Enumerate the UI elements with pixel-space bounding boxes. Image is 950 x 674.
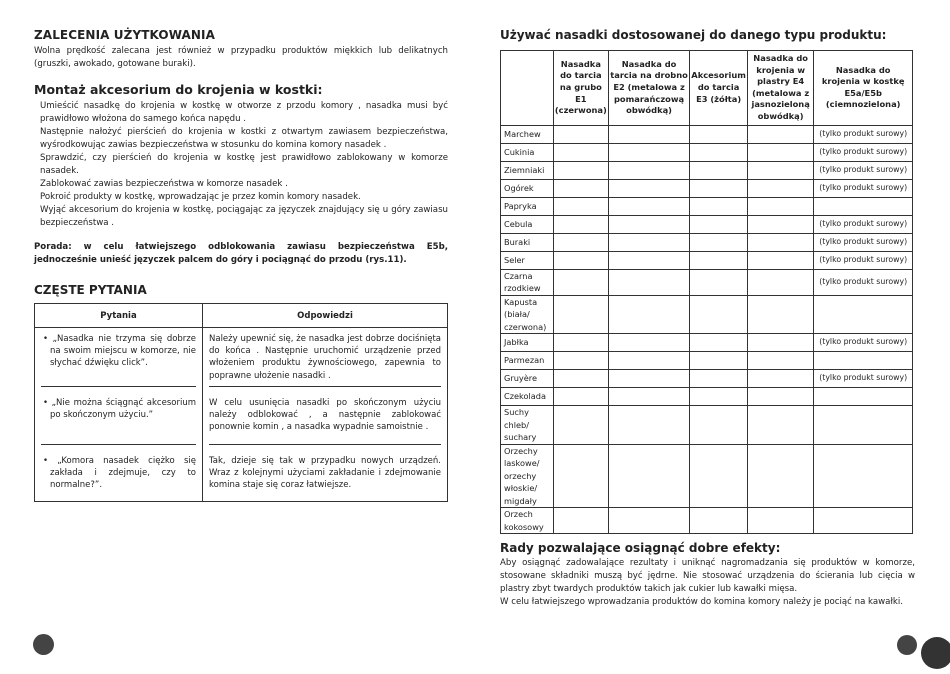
table-cell bbox=[553, 125, 608, 143]
product-name: Seler bbox=[501, 251, 554, 269]
table-cell bbox=[747, 444, 813, 508]
faq-answer: W celu usunięcia nasadki po skończonym użyciu należy odblokować , a następnie zablokować ponownie komin , a nasadka wypadnie samoistnie . bbox=[209, 397, 441, 433]
faq-question: • „Nie można ściągnąć akcesorium po skończonym użyciu.” bbox=[43, 397, 196, 421]
table-cell bbox=[690, 215, 748, 233]
product-name: Papryka bbox=[501, 197, 554, 215]
table-cell bbox=[747, 233, 813, 251]
table-cell bbox=[608, 161, 689, 179]
faq-row bbox=[35, 392, 448, 440]
table-row bbox=[501, 388, 913, 406]
table-cell bbox=[747, 143, 813, 161]
table-cell bbox=[747, 179, 813, 197]
attachments-table bbox=[500, 50, 913, 534]
dicing-note bbox=[814, 444, 913, 508]
table-cell bbox=[608, 406, 689, 445]
product-name: Jabłka bbox=[501, 334, 554, 352]
table-cell bbox=[747, 406, 813, 445]
tips-text-1: Aby osiągnąć zadowalające rezultaty i uniknąć nagromadzania się produktów w komorze, stosowane składniki muszą być jędrne. Nie stosować urządzenia do ścierania lub cięcia w plastry zbyt twardych produktów takich jak cukier lub kawałki mięsa. bbox=[500, 558, 915, 595]
table-cell bbox=[690, 125, 748, 143]
table-row bbox=[501, 179, 913, 197]
table-cell bbox=[608, 269, 689, 295]
table-cell bbox=[553, 334, 608, 352]
dicing-step: Pokroić produkty w kostkę, wprowadzając je przez komin komory nasadek. bbox=[40, 192, 361, 202]
table-header: Nasadka do krojenia w kostkę E5a/E5b (ciemnozielona) bbox=[814, 51, 913, 126]
table-cell bbox=[690, 370, 748, 388]
table-cell bbox=[690, 197, 748, 215]
table-cell bbox=[608, 508, 689, 534]
table-cell bbox=[690, 161, 748, 179]
table-row bbox=[501, 508, 913, 534]
table-cell bbox=[690, 143, 748, 161]
table-cell bbox=[553, 197, 608, 215]
page-marker-right bbox=[897, 635, 917, 655]
attachments-title: Używać nasadki dostosowanej do danego typu produktu: bbox=[500, 28, 887, 42]
dicing-step: Następnie nałożyć pierścień do krojenia w kostki z otwartym zawiasem bezpieczeństwa, wyśrodkowując zawias bezpieczeństwa w stosunku do komina komory nasadek . bbox=[40, 127, 448, 150]
table-row bbox=[501, 269, 913, 295]
table-cell bbox=[553, 269, 608, 295]
faq-header-answers: Odpowiedzi bbox=[203, 304, 448, 328]
dicing-step: Zablokować zawias bezpieczeństwa w komorze nasadek . bbox=[40, 179, 288, 189]
tips-title: Rady pozwalające osiągnąć dobre efekty: bbox=[500, 541, 781, 556]
table-cell bbox=[690, 406, 748, 445]
faq-header-questions: Pytania bbox=[35, 304, 203, 328]
right-page bbox=[500, 28, 915, 609]
product-name: Gruyère bbox=[501, 370, 554, 388]
tip-text: Porada: w celu łatwiejszego odblokowania zawiasu bezpieczeństwa E5b, jednocześnie unieść języczek palcem do góry i pociągnąć do przodu (rys.11). bbox=[34, 242, 448, 265]
dicing-note: (tylko produkt surowy) bbox=[814, 233, 913, 251]
table-cell bbox=[747, 508, 813, 534]
table-cell bbox=[608, 233, 689, 251]
table-cell bbox=[553, 444, 608, 508]
faq-title: CZĘSTE PYTANIA bbox=[34, 283, 147, 297]
table-cell bbox=[553, 179, 608, 197]
faq-row bbox=[35, 328, 448, 382]
dicing-note bbox=[814, 295, 913, 334]
table-cell bbox=[690, 444, 748, 508]
table-cell bbox=[608, 179, 689, 197]
table-cell bbox=[553, 143, 608, 161]
table-cell bbox=[553, 508, 608, 534]
table-cell bbox=[690, 295, 748, 334]
table-cell bbox=[747, 295, 813, 334]
page-marker-left bbox=[33, 634, 54, 655]
table-cell bbox=[553, 251, 608, 269]
table-cell bbox=[747, 251, 813, 269]
table-cell bbox=[690, 269, 748, 295]
table-row bbox=[501, 352, 913, 370]
dicing-note: (tylko produkt surowy) bbox=[814, 370, 913, 388]
faq-question: • „Nasadka nie trzyma się dobrze na swoim miejscu w komorze, nie słychać dźwięku click”. bbox=[43, 334, 196, 369]
table-cell bbox=[608, 444, 689, 508]
table-cell bbox=[608, 125, 689, 143]
table-cell bbox=[747, 161, 813, 179]
dicing-title: Montaż akcesorium do krojenia w kostki: bbox=[34, 82, 323, 97]
table-cell bbox=[690, 251, 748, 269]
table-cell bbox=[690, 179, 748, 197]
table-header: Nasadka do krojenia w plastry E4 (metalowa z jasnozieloną obwódką) bbox=[747, 51, 813, 126]
faq-row bbox=[35, 450, 448, 502]
table-cell bbox=[608, 197, 689, 215]
table-row bbox=[501, 197, 913, 215]
table-cell bbox=[747, 269, 813, 295]
table-header bbox=[501, 51, 554, 126]
table-cell bbox=[608, 334, 689, 352]
dicing-note bbox=[814, 508, 913, 534]
dicing-note: (tylko produkt surowy) bbox=[814, 251, 913, 269]
table-row bbox=[501, 215, 913, 233]
table-cell bbox=[747, 197, 813, 215]
table-header: Akcesorium do tarcia E3 (żółta) bbox=[690, 51, 748, 126]
table-cell bbox=[608, 388, 689, 406]
table-cell bbox=[553, 352, 608, 370]
table-cell bbox=[553, 388, 608, 406]
table-cell bbox=[690, 233, 748, 251]
product-name: Suchy chleb/ suchary bbox=[501, 406, 554, 445]
table-header: Nasadka do tarcia na grubo E1 (czerwona) bbox=[553, 51, 608, 126]
table-row bbox=[501, 233, 913, 251]
dicing-steps bbox=[34, 100, 448, 230]
dicing-note: (tylko produkt surowy) bbox=[814, 161, 913, 179]
table-row bbox=[501, 161, 913, 179]
product-name: Ziemniaki bbox=[501, 161, 554, 179]
dicing-note: (tylko produkt surowy) bbox=[814, 215, 913, 233]
table-cell bbox=[608, 143, 689, 161]
table-cell bbox=[553, 215, 608, 233]
table-cell bbox=[553, 295, 608, 334]
table-cell bbox=[690, 352, 748, 370]
product-name: Czarna rzodkiew bbox=[501, 269, 554, 295]
dicing-note bbox=[814, 352, 913, 370]
table-row bbox=[501, 295, 913, 334]
table-cell bbox=[608, 352, 689, 370]
dicing-step: Wyjąć akcesorium do krojenia w kostkę, pociągając za języczek znajdujący się u góry zawiasu bezpieczeństwa . bbox=[40, 205, 448, 228]
tips-text-2: W celu łatwiejszego wprowadzania produktów do komina komory należy je pociąć na kawałki. bbox=[500, 597, 903, 608]
dicing-note: (tylko produkt surowy) bbox=[814, 269, 913, 295]
dicing-note: (tylko produkt surowy) bbox=[814, 179, 913, 197]
product-name: Orzech kokosowy bbox=[501, 508, 554, 534]
table-cell bbox=[608, 295, 689, 334]
faq-answer: Tak, dzieje się tak w przypadku nowych urządzeń. Wraz z kolejnymi użyciami zakładanie i zdejmowanie komina staje się coraz łatwiejsze. bbox=[209, 455, 441, 491]
page-marker-corner bbox=[921, 637, 950, 669]
table-row bbox=[501, 444, 913, 508]
dicing-note bbox=[814, 406, 913, 445]
left-page bbox=[34, 28, 448, 502]
table-cell bbox=[747, 370, 813, 388]
product-name: Parmezan bbox=[501, 352, 554, 370]
dicing-note bbox=[814, 197, 913, 215]
dicing-note: (tylko produkt surowy) bbox=[814, 143, 913, 161]
table-cell bbox=[690, 334, 748, 352]
table-row bbox=[501, 406, 913, 445]
product-name: Cukinia bbox=[501, 143, 554, 161]
table-cell bbox=[608, 215, 689, 233]
table-cell bbox=[747, 388, 813, 406]
usage-title: ZALECENIA UŻYTKOWANIA bbox=[34, 28, 215, 42]
table-cell bbox=[690, 508, 748, 534]
product-name: Kapusta (biała/ czerwona) bbox=[501, 295, 554, 334]
table-cell bbox=[553, 370, 608, 388]
dicing-note bbox=[814, 388, 913, 406]
product-name: Ogórek bbox=[501, 179, 554, 197]
table-row bbox=[501, 334, 913, 352]
product-name: Buraki bbox=[501, 233, 554, 251]
faq-question: • „Komora nasadek ciężko się zakłada i zdejmuje, czy to normalne?”. bbox=[43, 455, 196, 491]
table-cell bbox=[747, 215, 813, 233]
dicing-note: (tylko produkt surowy) bbox=[814, 125, 913, 143]
table-row bbox=[501, 251, 913, 269]
table-row bbox=[501, 125, 913, 143]
dicing-step: Umieścić nasadkę do krojenia w kostkę w otworze z przodu komory , nasadka musi być prawidłowo włożona do samego końca napędu . bbox=[40, 101, 448, 124]
table-cell bbox=[747, 125, 813, 143]
table-cell bbox=[747, 334, 813, 352]
dicing-note: (tylko produkt surowy) bbox=[814, 334, 913, 352]
table-cell bbox=[747, 352, 813, 370]
product-name: Marchew bbox=[501, 125, 554, 143]
table-cell bbox=[608, 251, 689, 269]
product-name: Czekolada bbox=[501, 388, 554, 406]
dicing-step: Sprawdzić, czy pierścień do krojenia w kostkę jest prawidłowo zablokowany w komorze nasadek. bbox=[40, 153, 448, 176]
table-cell bbox=[553, 406, 608, 445]
product-name: Cebula bbox=[501, 215, 554, 233]
table-row bbox=[501, 370, 913, 388]
product-name: Orzechy laskowe/ orzechy włoskie/ migdały bbox=[501, 444, 554, 508]
table-cell bbox=[690, 388, 748, 406]
faq-table bbox=[34, 303, 448, 502]
table-cell bbox=[553, 233, 608, 251]
table-cell bbox=[553, 161, 608, 179]
table-row bbox=[501, 143, 913, 161]
table-cell bbox=[608, 370, 689, 388]
table-header: Nasadka do tarcia na drobno E2 (metalowa z pomarańczową obwódką) bbox=[608, 51, 689, 126]
usage-text: Wolna prędkość zalecana jest również w przypadku produktów miękkich lub delikatnych (gruszki, awokado, gotowane buraki). bbox=[34, 46, 448, 69]
faq-answer: Należy upewnić się, że nasadka jest dobrze dociśnięta do końca . Następnie uruchomić urządzenie przed włożeniem produktu żywnościowego, zapewnia to poprawne ułożenie nasadki . bbox=[209, 334, 441, 381]
